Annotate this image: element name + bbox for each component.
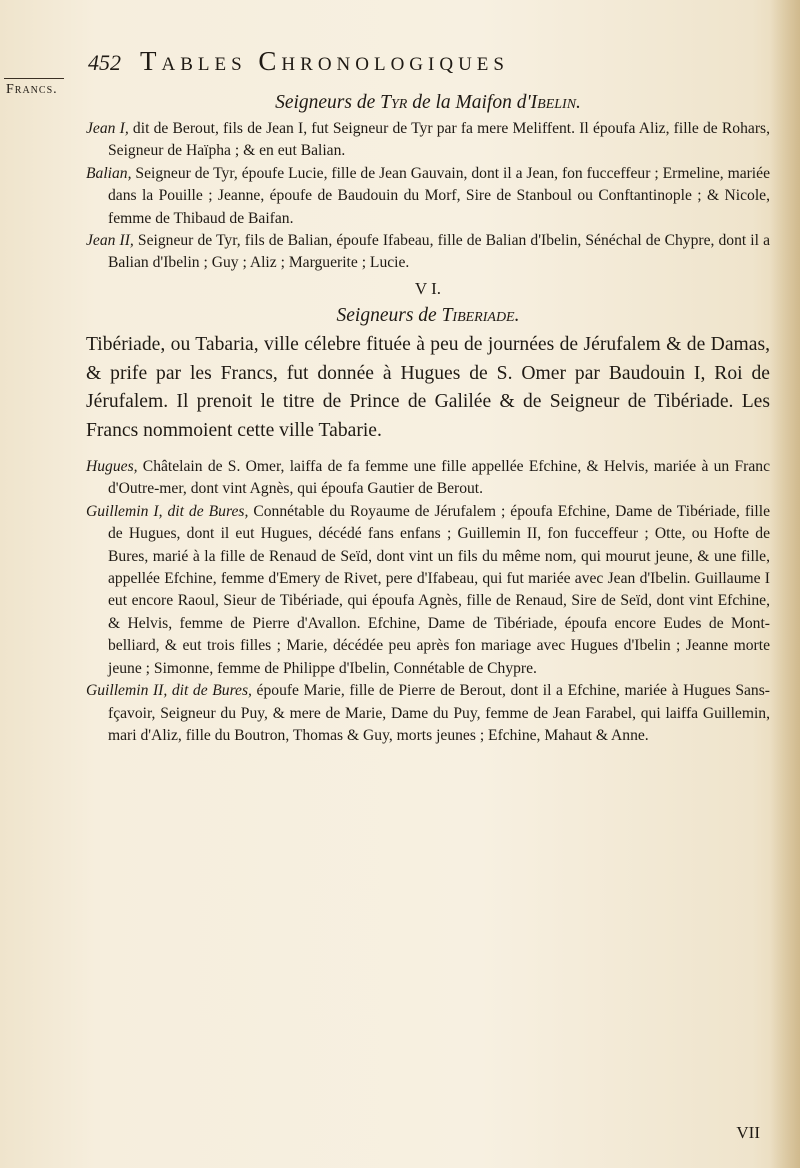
entry-guillemin-ii xyxy=(86,680,770,747)
section-title-middle: de la Maifon d' xyxy=(407,92,531,113)
page-header xyxy=(88,46,768,82)
catchword: VII xyxy=(736,1123,760,1142)
entry-text: Seigneur de Tyr, fils de Balian, époufe Ifabeau, fille de Balian d'Ibelin, Sénéchal de Chypre, dont il a Balian d'Ibelin ; Guy ; Aliz ; Marguerite ; Lucie. xyxy=(108,232,770,272)
entry-text: Châtelain de S. Omer, laiffa de fa femme une fille appellée Efchine, & Helvis, mariée à un Franc d'Outre-mer, dont vint Agnès, qui époufa Gautier de Berout. xyxy=(108,458,770,498)
page-edge-shading xyxy=(770,0,800,1168)
margin-note: Francs. xyxy=(6,82,58,97)
entry-jean-ii xyxy=(86,230,770,275)
entry-text: dit de Berout, fils de Jean I, fut Seigneur de Tyr par fa mere Meliffent. Il époufa Aliz, fille de Rohars, Seigneur de Haïpha ; & en eut Balian. xyxy=(108,120,770,160)
section-title-tyr xyxy=(86,92,770,114)
entry-name: Jean I, xyxy=(86,120,129,137)
page-content xyxy=(86,86,770,747)
entry-balian xyxy=(86,163,770,230)
entry-text: Connétable du Royaume de Jérufalem ; époufa Efchine, Dame de Tibériade, fille de Hugues, dont il eut Hugues, décédé fans enfans ; Guillemin II, fon fucceffeur ; Otte, ou Hofte de Bures, marié à la fille de Renaud de Seïd, dont vint un fils du même nom, qui mourut jeune, & une fille, appellée Efchine, femme d'Emery de Rivet, pere d'Ifabeau, qui fut mariée avec Jean d'Ibelin. Guillaume I eut encore Raoul, Sieur de Tibériade, qui époufa Agnès, fille de Renaud, Sire de Seïd, dont vint Efchine, & Helvis, femme de Pierre d'Avallon. Efchine, Dame de Tibériade, époufa encore Eudes de Mont-belliard, & eut trois filles ; Marie, décédée peu après fon mariage avec Hugues d'Ibelin ; Jeanne morte jeune ; Simonne, femme de Philippe d'Ibelin, Connétable de Chypre. xyxy=(108,502,770,677)
entry-name: Hugues, xyxy=(86,458,138,476)
entry-name: Jean II, xyxy=(86,232,134,250)
entry-name: Guillemin II, dit de Bures, xyxy=(86,682,252,700)
section-title-prefix: Seigneurs de xyxy=(336,304,442,326)
section-title-tiberiade-name: Tiberiade. xyxy=(441,304,520,326)
section-title-tyr-name: Tyr xyxy=(380,92,408,113)
entry-hugues xyxy=(86,456,770,501)
running-title: Tables Chronologiques xyxy=(140,46,509,76)
entry-name: Balian, xyxy=(86,164,132,182)
section-number: V I. xyxy=(414,278,442,298)
margin-rule xyxy=(4,78,64,79)
section-title-prefix: Seigneurs de xyxy=(275,92,381,113)
page-number: 452 xyxy=(88,50,121,75)
section-title-ibelin-name: Ibelin. xyxy=(530,92,581,113)
entry-guillemin-i xyxy=(86,501,770,680)
entry-text: Seigneur de Tyr, époufe Lucie, fille de Jean Gauvain, dont il a Jean, fon fucceffeur ; Ermeline, mariée dans la Pouille ; Jeanne, époufe de Baudouin du Morf, Sire de Stanboul ou Conftantinople ; & Nicole, femme de Thibaud de Baifan. xyxy=(108,164,770,227)
intro-paragraph: Tibériade, ou Tabaria, ville célebre fituée à peu de journées de Jérufalem & de Damas, & prife par les Francs, fut donnée à Hugues de S. Omer par Baudouin I, Roi de Jérufalem. Il prenoit le titre de Prince de Galilée & de Seigneur de Tibériade. Les Francs nommoient cette ville Tabarie. xyxy=(86,333,770,442)
section-title-tiberiade xyxy=(86,305,770,327)
entry-jean-i xyxy=(86,118,770,163)
entry-text: époufe Marie, fille de Pierre de Berout, dont il a Efchine, mariée à Hugues Sans-fçavoir, Seigneur du Puy, & mere de Marie, Dame du Puy, femme de Jean Farabel, qui laiffa Guillemin, mari d'Aliz, fille du Boutron, Thomas & Guy, morts jeunes ; Efchine, Mahaut & Anne. xyxy=(108,682,770,744)
entry-name: Guillemin I, dit de Bures, xyxy=(86,502,249,520)
